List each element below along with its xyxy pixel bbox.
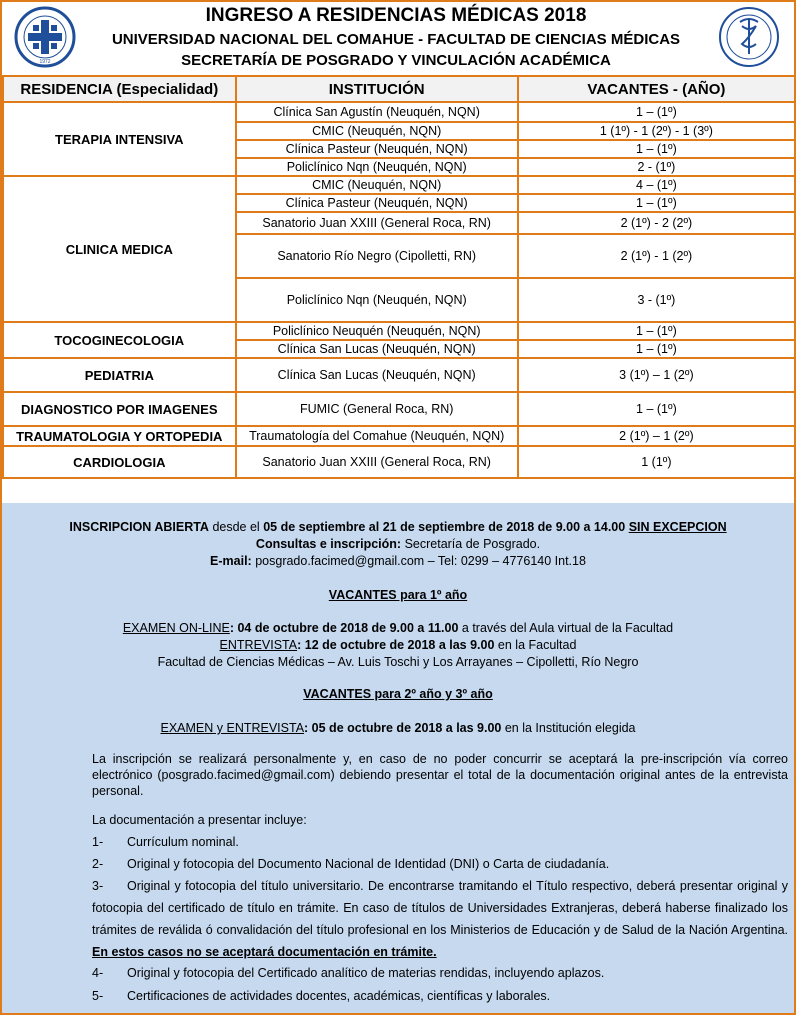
column-header-institution: INSTITUCIÓN: [236, 76, 518, 102]
table-row: [3, 322, 795, 340]
consultas-label: Consultas e inscripción:: [255, 537, 402, 551]
consultas-value: Secretaría de Posgrado.: [401, 537, 541, 551]
documentation-intro: La documentación a presentar incluye:: [92, 813, 307, 827]
exam-interview-date: : 05 de octubre de 2018 a las 9.00: [304, 721, 502, 735]
column-header-specialty: RESIDENCIA (Especialidad): [3, 76, 236, 102]
email-label: E-mail:: [210, 554, 252, 568]
exam-interview-rest: en la Institución elegida: [501, 721, 636, 735]
online-exam-date: : 04 de octubre de 2018 de 9.00 a 11.00: [229, 621, 459, 635]
inscription-desde: desde el: [208, 520, 264, 534]
list-item-number: 1-: [92, 835, 104, 849]
list-item-text: Original y fotocopia del Certificado analítico de materias rendidas, incluyendo aplazos.: [127, 966, 605, 980]
interview-rest: en la Facultad: [494, 638, 577, 652]
inscription-paragraph: La inscripción se realizará personalmente y, en caso de no poder concurrir se aceptará la pre-inscripción vía correo electrónico (posgrado.facimed@gmail.com) debiendo presentar el total de la documentación original antes de la entrevista personal.: [92, 752, 788, 798]
interview-label: ENTREVISTA: [219, 638, 298, 652]
inscription-no-exception: SIN EXCEPCION: [628, 520, 727, 534]
institution-cell: CMIC (Neuquén, NQN): [236, 122, 518, 140]
institution-cell: Sanatorio Río Negro (Cipolletti, RN): [236, 234, 518, 278]
institution-cell: Sanatorio Juan XXIII (General Roca, RN): [236, 212, 518, 234]
list-item-number: 4-: [92, 966, 104, 980]
list-item: [92, 985, 788, 1007]
interview-date: : 12 de octubre de 2018 a las 9.00: [297, 638, 495, 652]
inscription-dates: 05 de septiembre al 21 de septiembre de 2018 de 9.00 a 14.00: [263, 520, 626, 534]
vacancies-cell: 1 – (1º): [518, 340, 795, 358]
column-header-vacancies: VACANTES - (AÑO): [518, 76, 795, 102]
institution-cell: Policlínico Nqn (Neuquén, NQN): [236, 278, 518, 322]
page-subtitle-2: SECRETARÍA DE POSGRADO Y VINCULACIÓN ACADÉMICA: [181, 52, 611, 69]
institution-cell: FUMIC (General Roca, RN): [236, 392, 518, 426]
table-header-row: [3, 76, 795, 102]
list-item: [92, 962, 788, 984]
seal-year: 1972: [39, 59, 51, 65]
list-item-number: 5-: [92, 989, 104, 1003]
exam-interview-line: [2, 721, 794, 735]
header: [0, 0, 792, 73]
table-row: [3, 102, 795, 122]
vacancies-cell: 1 – (1º): [518, 140, 795, 158]
list-item: [92, 875, 788, 963]
list-item-text: Original y fotocopia del Documento Nacional de Identidad (DNI) o Carta de ciudadanía.: [127, 857, 610, 871]
vacancies-cell: 2 (1º) - 1 (2º): [518, 234, 795, 278]
inscription-line: [2, 520, 794, 534]
institution-cell: Traumatología del Comahue (Neuquén, NQN): [236, 426, 518, 446]
specialty-cell: PEDIATRIA: [3, 358, 236, 392]
institution-cell: Clínica Pasteur (Neuquén, NQN): [236, 194, 518, 212]
institution-cell: CMIC (Neuquén, NQN): [236, 176, 518, 194]
specialty-cell: CARDIOLOGIA: [3, 446, 236, 478]
list-item-number: 2-: [92, 857, 104, 871]
list-item-bold-note: En estos casos no se aceptará documentación en trámite.: [92, 945, 437, 959]
vacancies-cell: 3 - (1º): [518, 278, 795, 322]
consultas-line: [2, 537, 794, 551]
vacancies-cell: 2 (1º) - 2 (2º): [518, 212, 795, 234]
vacancies-cell: 2 - (1º): [518, 158, 795, 176]
specialty-cell: CLINICA MEDICA: [3, 176, 236, 322]
vacancies-second-third-title: [2, 687, 794, 701]
specialty-cell: TOCOGINECOLOGIA: [3, 322, 236, 358]
online-exam-rest: a través del Aula virtual de la Facultad: [458, 621, 674, 635]
list-item: [92, 831, 788, 853]
vacancies-cell: 2 (1º) – 1 (2º): [518, 426, 795, 446]
vacancies-first-year-title: [2, 588, 794, 602]
vacancies-cell: 3 (1º) – 1 (2º): [518, 358, 795, 392]
exam-interview-label: EXAMEN y ENTREVISTA: [160, 721, 305, 735]
table-row: [3, 392, 795, 426]
vacancies-cell: 1 – (1º): [518, 322, 795, 340]
institution-cell: Policlínico Neuquén (Neuquén, NQN): [236, 322, 518, 340]
specialty-cell: TRAUMATOLOGIA Y ORTOPEDIA: [3, 426, 236, 446]
vacancies-cell: 1 (1º) - 1 (2º) - 1 (3º): [518, 122, 795, 140]
online-exam-line: [2, 621, 794, 635]
online-exam-label: EXAMEN ON-LINE: [122, 621, 230, 635]
address-line: Facultad de Ciencias Médicas – Av. Luis Toschi y Los Arrayanes – Cipolletti, Río Negro: [157, 655, 639, 669]
vac23-title-text: VACANTES para 2º año y 3º año: [303, 687, 493, 701]
specialty-cell: DIAGNOSTICO POR IMAGENES: [3, 392, 236, 426]
residencies-table: [2, 75, 796, 479]
table-row: [3, 176, 795, 194]
table-row: [3, 426, 795, 446]
inscription-label: INSCRIPCION ABIERTA: [69, 520, 209, 534]
institution-cell: Clínica San Lucas (Neuquén, NQN): [236, 358, 518, 392]
specialty-cell: TERAPIA INTENSIVA: [3, 102, 236, 176]
page-subtitle: UNIVERSIDAD NACIONAL DEL COMAHUE - FACULTAD DE CIENCIAS MÉDICAS: [111, 31, 681, 48]
list-item-text: Currículum nominal.: [127, 835, 239, 849]
institution-cell: Sanatorio Juan XXIII (General Roca, RN): [236, 446, 518, 478]
list-item: [92, 853, 788, 875]
list-item-text: Certificaciones de actividades docentes, académicas, científicas y laborales.: [127, 989, 551, 1003]
vacancies-cell: 1 – (1º): [518, 392, 795, 426]
list-item-text: Original y fotocopia del título universitario. De encontrarse tramitando el Título respectivo, deberá presentar original y fotocopia del certificado de título en trámite. En caso de títulos de Universidades Extranjeras, deberá haberse finalizado los trámites de reválida ó convalidación del título profesional en los Ministerios de Educación y de Salud de la Nación Argentina.: [92, 879, 788, 937]
institution-cell: Clínica Pasteur (Neuquén, NQN): [236, 140, 518, 158]
institution-cell: Clínica San Agustín (Neuquén, NQN): [236, 102, 518, 122]
vacancies-cell: 4 – (1º): [518, 176, 795, 194]
email-line: [2, 554, 794, 568]
institution-cell: Clínica San Lucas (Neuquén, NQN): [236, 340, 518, 358]
info-panel: [2, 503, 794, 1013]
vacancies-cell: 1 – (1º): [518, 194, 795, 212]
email-value: posgrado.facimed@gmail.com – Tel: 0299 – 4776140 Int.18: [251, 554, 586, 568]
institution-cell: Policlínico Nqn (Neuquén, NQN): [236, 158, 518, 176]
interview-line: [2, 638, 794, 652]
table-row: [3, 358, 795, 392]
page-title: INGRESO A RESIDENCIAS MÉDICAS 2018: [205, 5, 587, 26]
list-item-number: 3-: [92, 879, 104, 893]
vacancies-cell: 1 – (1º): [518, 102, 795, 122]
vac1-title-text: VACANTES para 1º año: [328, 588, 468, 602]
table-row: [3, 446, 795, 478]
vacancies-cell: 1 (1º): [518, 446, 795, 478]
